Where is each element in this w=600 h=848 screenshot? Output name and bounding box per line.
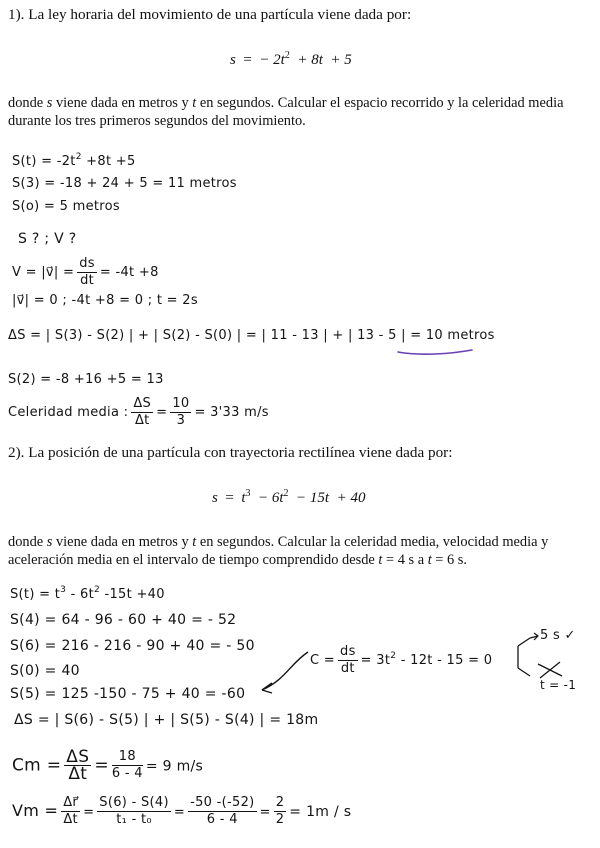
answer-underline: [398, 350, 472, 354]
stmt1-s: s: [46, 95, 53, 111]
hw2-c2sup: 2: [390, 651, 397, 661]
eq2-term1: − 6t: [257, 490, 284, 506]
stmt1-b: viene dada en metros y: [52, 95, 193, 111]
eq2-exp0: 3: [245, 488, 251, 499]
hw2-l8b: =: [83, 805, 95, 820]
hw1-l5a: V = |v⃗| =: [12, 265, 75, 280]
hw2-line-4: S(0) = 40: [10, 663, 80, 679]
eq1-lhs: s: [230, 52, 236, 68]
hw1-l1sup: 2: [75, 152, 82, 162]
hw2-l7c: = 9 m/s: [145, 758, 204, 775]
stmt2-s: s: [46, 534, 53, 550]
eq2-term2: − 15t: [296, 490, 330, 506]
stmt2-d: = 4 s a: [382, 552, 428, 568]
stmt1-c: en segundos. Calcular el espacio recorrido y la celeridad media durante los tres primeros segundos del movimiento.: [8, 95, 564, 129]
hw1-l9num2: 10: [172, 396, 190, 411]
hw1-line-3: S(o) = 5 metros: [12, 199, 120, 214]
eq2-lhs: s: [212, 490, 218, 506]
hw2-line-8: [12, 796, 351, 827]
problem-1-title: 1). La ley horaria del movimiento de una partícula viene dada por:: [8, 6, 412, 23]
stmt2-a: donde: [8, 534, 47, 550]
hw2-line-1: [10, 585, 165, 602]
hw2-l8-frac2: [97, 796, 171, 827]
stmt2-t1: t: [378, 552, 383, 568]
curved-arrow: [262, 652, 308, 690]
eq1-equals: =: [243, 52, 252, 68]
hw2-root-2: t = -1: [540, 678, 577, 692]
eq1-exp1: 2: [284, 50, 290, 61]
problem-2-title: 2). La posición de una partícula con trayectoria rectilínea viene dada por:: [8, 444, 453, 461]
hw2-l7den2: 6 - 4: [111, 766, 143, 781]
problem-1-equation: [230, 50, 352, 69]
stmt2-e: = 6 s.: [431, 552, 468, 568]
hw1-line-9: [8, 397, 269, 428]
hw1-l1b: +8t +5: [81, 154, 136, 169]
hw2-line-5: S(5) = 125 -150 - 75 + 40 = -60: [10, 686, 246, 702]
root-branch: [518, 638, 530, 676]
eq2-exp1: 2: [283, 488, 289, 499]
hw2-l8num: Δr⃗: [63, 795, 79, 810]
root-crossout: [538, 662, 562, 678]
hw1-l9b: =: [156, 405, 168, 420]
hw2-c2b: - 12t - 15 = 0: [396, 653, 493, 668]
stmt1-t: t: [192, 95, 197, 111]
root-branch-arrow-1: [530, 633, 538, 640]
hw1-l9a: Celeridad media :: [8, 405, 129, 420]
eq1-term2: + 8t: [297, 52, 323, 68]
problem-2-statement: [8, 533, 593, 569]
eq1-term3: + 5: [330, 52, 352, 68]
hw2-celerity-eq: [310, 645, 492, 676]
hw2-l1s2: 2: [94, 585, 101, 595]
hw1-line-6: |v⃗| = 0 ; -4t +8 = 0 ; t = 2s: [12, 293, 198, 308]
hw2-l8-frac3: [188, 796, 256, 827]
stmt2-t: t: [192, 534, 197, 550]
hw1-line-1: [12, 152, 136, 169]
hw2-l8e: = 1m / s: [289, 804, 352, 820]
hw1-l7b-answer: 10 metros: [425, 328, 495, 343]
hw2-l8num4: 2: [275, 795, 285, 810]
eq2-equals: =: [225, 490, 234, 506]
problem-2-equation: [212, 488, 365, 507]
hw1-l9den2: 3: [176, 413, 186, 428]
hw2-line-7: [12, 747, 204, 784]
hw1-line-7: [8, 328, 495, 343]
hw2-l8-frac4: [274, 796, 287, 827]
hw2-line-3: S(6) = 216 - 216 - 90 + 40 = - 50: [10, 638, 255, 654]
hw1-l9num: ΔS: [133, 396, 152, 411]
hw2-l1s1: 3: [60, 585, 67, 595]
hw2-l8den2: t₁ - t₀: [116, 812, 152, 827]
hw2-l1a: S(t) = t: [10, 587, 61, 602]
hw2-l8-frac1: [61, 796, 80, 827]
hw2-root-1: 5 s ✓: [540, 628, 576, 643]
hw2-l8den4: 2: [275, 812, 285, 827]
problem-1-statement: [8, 94, 593, 130]
hw2-c1: C =: [310, 653, 336, 668]
hw1-l5den: dt: [80, 273, 95, 288]
hw1-line-5: [12, 257, 159, 288]
hw1-l5-frac: [77, 257, 97, 288]
hw1-line-8: S(2) = -8 +16 +5 = 13: [8, 372, 164, 387]
hw2-l8num2: S(6) - S(4): [99, 795, 169, 810]
hw1-l9-frac1: [131, 397, 153, 428]
stmt2-b: viene dada en metros y: [52, 534, 193, 550]
hw1-l5b: = -4t +8: [99, 265, 159, 280]
hw1-l5num: ds: [79, 256, 95, 271]
hw2-l7a: Cm =: [12, 755, 62, 776]
hw2-l8a: Vm =: [12, 801, 59, 820]
hw2-l1c: -15t +40: [100, 587, 165, 602]
hw2-l8den3: 6 - 4: [206, 812, 238, 827]
hw2-cden: dt: [340, 661, 355, 676]
hw1-l9c: = 3'33 m/s: [194, 405, 269, 420]
curved-arrow-head: [262, 683, 272, 693]
hw2-l8c: =: [173, 805, 186, 820]
stmt1-a: donde: [8, 95, 47, 111]
hw2-l7-frac2: [112, 750, 143, 781]
hw1-l9-frac2: [170, 397, 191, 428]
hw2-l1b: - 6t: [66, 587, 95, 602]
hw2-c-frac: [338, 645, 358, 676]
hw2-l7num: ΔS: [66, 747, 90, 767]
hw1-line-4: S ? ; V ?: [18, 231, 77, 247]
hw2-l8num3: -50 -(-52): [190, 795, 255, 810]
hw2-l8d: =: [259, 805, 271, 820]
hw2-line-6: ΔS = | S(6) - S(5) | + | S(5) - S(4) | = 18m: [14, 712, 319, 728]
hw2-l7num2: 18: [112, 750, 143, 766]
hw2-cnum: ds: [340, 644, 356, 659]
eq1-term1: − 2t: [259, 52, 285, 68]
hw1-l7a: ΔS = | S(3) - S(2) | + | S(2) - S(0) | = | 11 - 13 | + | 13 - 5 | =: [8, 328, 422, 343]
hw2-l7-frac1: [64, 747, 91, 784]
eq2-term0: t: [241, 490, 246, 506]
hw2-c2a: = 3t: [360, 653, 391, 668]
hw1-line-2: S(3) = -18 + 24 + 5 = 11 metros: [12, 176, 237, 191]
hw1-l1a: S(t) = -2t: [12, 154, 76, 169]
eq2-term3: + 40: [336, 490, 366, 506]
stmt2-t2: t: [427, 552, 432, 568]
hw2-l7den: Δt: [68, 764, 88, 784]
hw1-l9den: Δt: [134, 413, 150, 428]
stmt2-c: en segundos. Calcular la celeridad media, velocidad media y aceleración media en el intervalo de tiempo comprendido desde: [8, 534, 549, 568]
hw2-l7b: =: [94, 755, 109, 776]
hw2-line-2: S(4) = 64 - 96 - 60 + 40 = - 52: [10, 612, 237, 628]
hw2-l8den: Δt: [63, 812, 78, 827]
